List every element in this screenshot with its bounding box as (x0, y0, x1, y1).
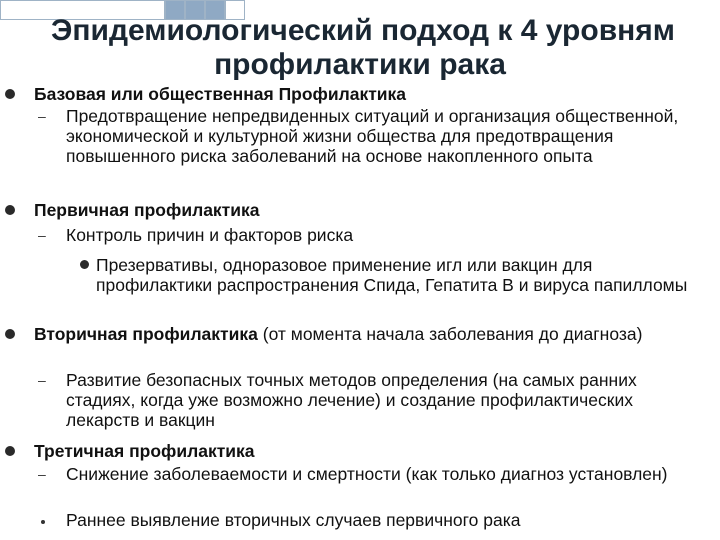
list-item-heading-rest: (от момента начала заболевания до диагноза) (257, 324, 643, 344)
small-bullet-icon (41, 520, 45, 524)
list-item-heading: Базовая или общественная Профилактика (34, 84, 407, 104)
dash-icon: – (38, 108, 46, 124)
slide-title (0, 14, 720, 82)
list-item-heading (34, 324, 704, 344)
bullet-icon (80, 260, 89, 269)
list-subitem: Раннее выявление вторичных случаев первичного рака (66, 510, 521, 530)
dash-icon: – (38, 227, 46, 243)
list-subitem: Предотвращение непредвиденных ситуаций и организация общественной, экономической и культурной жизни общества для предотвращения повышенного риска заболеваний на основе накопленного опыта (66, 106, 679, 166)
list-subitem: Развитие безопасных точных методов определения (на самых ранних стадиях, когда уже возможно лечение) и создание профилактических лекарств и вакцин (66, 370, 637, 430)
dash-icon: – (38, 372, 46, 388)
bullet-icon (5, 205, 15, 215)
list-item-heading: Третичная профилактика (34, 441, 255, 461)
slide-title-line1: Эпидемиологический подход к 4 уровням (51, 14, 675, 47)
dash-icon: – (38, 466, 46, 482)
list-item-heading-bold: Вторичная профилактика (34, 324, 258, 344)
slide-title-line2: профилактики рака (214, 48, 506, 81)
bullet-icon (5, 446, 15, 456)
list-subsubitem: Презервативы, одноразовое применение игл или вакцин для профилактики распространения Спида, Гепатита В и вируса папилломы (96, 255, 688, 295)
list-item-heading: Первичная профилактика (34, 200, 260, 220)
bullet-icon (5, 89, 15, 99)
bullet-icon (5, 329, 15, 339)
list-subitem: Снижение заболеваемости и смертности (как только диагноз установлен) (66, 464, 668, 484)
list-subitem: Контроль причин и факторов риска (66, 225, 354, 245)
